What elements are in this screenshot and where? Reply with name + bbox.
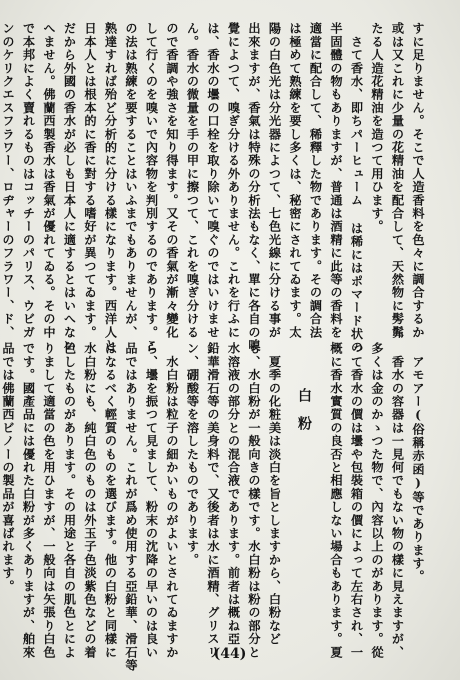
text-line: だから外國の香水が必しも日本人に適するとはいへない [62, 22, 77, 352]
text-line: 陽の白色光は分光器によつて、七色光線に分ける事が [267, 22, 282, 339]
text-line: ん。香水の微量を手の甲に擦つて、これを嗅ぎ分ける [185, 22, 200, 339]
text-line: 熟達すれば殆ど分析的に分ける樣になります。西洋人と [103, 22, 118, 352]
text-line: って香水の價は壜や包裝箱の價によって左右され、一 [349, 342, 364, 659]
text-line: 出來ますが、香氣は特殊の分析法もなく、單に各自の嗅 [247, 22, 261, 352]
text-line: アモアー(俗稱赤函)等であります。 [411, 342, 425, 584]
text-line [305, 342, 326, 632]
text-line: は、香水の壜の口栓を取り除いて嗅ぐのではいけませ [206, 22, 220, 339]
text-line: 品ではありません。これが爲め使用する亞鉛華、滑石等 [124, 342, 138, 672]
text-line: りまして適當の色を用ひますが、一般向は矢張り白色 [42, 342, 56, 659]
upper-text-block [1, 22, 428, 354]
text-line: 多くは金のかゝつた物で、內容以上のがあります。從 [370, 342, 384, 659]
text-line: の法は熟練を要することはいふまでもありませんが、 [124, 22, 138, 339]
text-line: ので香調や強さを知り得ます。又その香氣が漸々變化 [165, 22, 179, 339]
text-line: ら、壜を振つて見まして、粉末の沈降の早いのは良い [144, 342, 159, 659]
text-line: はなるべく輕質のものを選びます。他の白粉と同樣に [103, 342, 118, 659]
text-line: 水白粉は粒子の細かいものがよいとされてゐますか [165, 342, 179, 659]
text-line: すに足りません。そこで人造香料を色々に調合するか [411, 22, 425, 339]
text-line: ンのケリクエスフラワー、ロヂャーのフラワー、ド、 [1, 22, 15, 339]
text-line: も、水白粉が一般向きの樣です。水白粉は粉の部分と [247, 342, 261, 659]
text-line: は極めて熟練を要し多くは、秘密にされてゐます。太 [288, 22, 302, 339]
text-line: 鉛華滑石等の美身料で、又後者は水に酒精、グリスリ [206, 342, 220, 659]
text-line: 品では佛蘭西ビノーの製品が喜ばれます。 [1, 342, 15, 593]
text-line: 適當に配合して、稀釋した物であります。その調合法 [308, 22, 323, 339]
text-line: ン、硼酸等を溶したものであります。 [185, 342, 200, 567]
text-line: たる人造花精油を造つて用ひます。 [370, 22, 384, 234]
text-line: で本邦によく賣れるものはコッチーのパリス、ウビガ [21, 22, 36, 339]
text-line: 香水の容器は一見何でもない物の樣に見えますが、 [390, 342, 405, 659]
text-line: 水白粉にも、純白色のものは外玉子色淡紫色などの着 [83, 342, 97, 659]
text-line: 或は又これに少量の花精油を配合して、天然物に髣髴 [390, 22, 405, 339]
text-line: です。國產品には優れた白粉が多くありますが、舶來 [21, 342, 36, 659]
text-line: 概に香水實質の良否と相應しない場合もあります。夏 [329, 342, 343, 659]
page-number: (44) [213, 646, 247, 662]
text-line: 半固體の物もありますが、普通は酒精に此等の香料を [329, 22, 343, 339]
section-heading: 白粉 [296, 388, 312, 444]
text-line: さて香水、即ちパーヒューム は稀にはポマード状の [349, 22, 364, 354]
text-line: 水溶液の部分との混合液であります。前者は概ね亞 [226, 342, 241, 646]
text-line [285, 342, 306, 632]
text-line: 覺によつて、嗅ぎ分ける外ありません。これを行ふに [226, 22, 241, 339]
text-line: へません。佛蘭西製香水は香氣が優れてゐる。その中 [42, 22, 56, 339]
text-line: して行くのを嗅いで內容物を判別するのであります。こ [144, 22, 159, 352]
text-line: 日本人とは根本的に香に對する嗜好が異つてゐます。 [83, 22, 97, 339]
text-line: 色したものがあります。その用途と各自の肌色とによ [62, 342, 77, 659]
text-line: 夏季の化粧美は淡白を旨としますから、白粉など [267, 342, 282, 646]
